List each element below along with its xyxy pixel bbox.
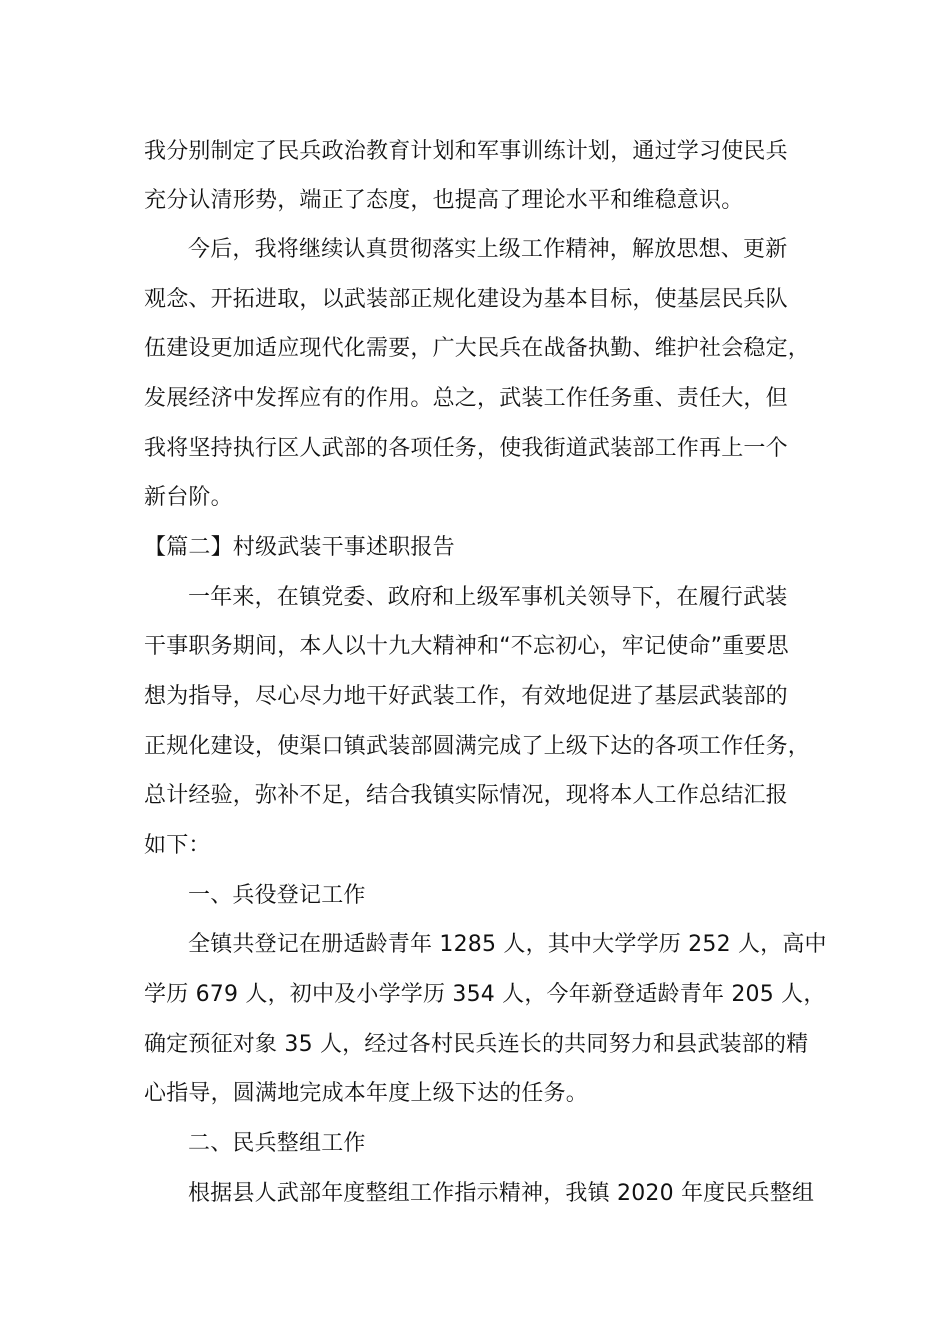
text-line: 心指导，圆满地完成本年度上级下达的任务。 (144, 1081, 589, 1106)
section-heading: 【篇二】村级武装干事述职报告 (144, 535, 455, 560)
text-line: 正规化建设，使渠口镇武装部圆满完成了上级下达的各项工作任务， (144, 734, 811, 759)
text-line: 一年来，在镇党委、政府和上级军事机关领导下，在履行武装 (188, 585, 788, 610)
text-line: 伍建设更加适应现代化需要，广大民兵在战备执勤、维护社会稳定， (144, 336, 811, 361)
text-line: 干事职务期间，本人以十九大精神和“不忘初心，牢记使命”重要思 (144, 634, 789, 659)
text-line: 发展经济中发挥应有的作用。总之，武装工作任务重、责任大，但 (144, 386, 788, 411)
text-line: 学历 679 人，初中及小学学历 354 人，今年新登适龄青年 205 人， (144, 982, 826, 1007)
text-line: 全镇共登记在册适龄青年 1285 人，其中大学学历 252 人，高中 (188, 932, 827, 957)
text-line: 观念、开拓进取，以武装部正规化建设为基本目标，使基层民兵队 (144, 287, 788, 312)
text-line: 充分认清形势，端正了态度，也提高了理论水平和维稳意识。 (144, 188, 744, 213)
text-line: 如下： (144, 833, 211, 858)
text-line: 今后，我将继续认真贯彻落实上级工作精神，解放思想、更新 (188, 237, 788, 262)
text-line: 我将坚持执行区人武部的各项任务，使我街道武装部工作再上一个 (144, 436, 788, 461)
text-line: 确定预征对象 35 人，经过各村民兵连长的共同努力和县武装部的精 (144, 1032, 809, 1057)
text-line: 我分别制定了民兵政治教育计划和军事训练计划，通过学习使民兵 (144, 139, 788, 164)
text-line: 想为指导，尽心尽力地干好武装工作，有效地促进了基层武装部的 (144, 684, 788, 709)
text-line: 根据县人武部年度整组工作指示精神，我镇 2020 年度民兵整组 (188, 1181, 815, 1206)
subsection-heading: 二、民兵整组工作 (188, 1131, 366, 1156)
text-line: 新台阶。 (144, 485, 233, 510)
text-line: 总计经验，弥补不足，结合我镇实际情况，现将本人工作总结汇报 (144, 783, 788, 808)
subsection-heading: 一、兵役登记工作 (188, 883, 366, 908)
